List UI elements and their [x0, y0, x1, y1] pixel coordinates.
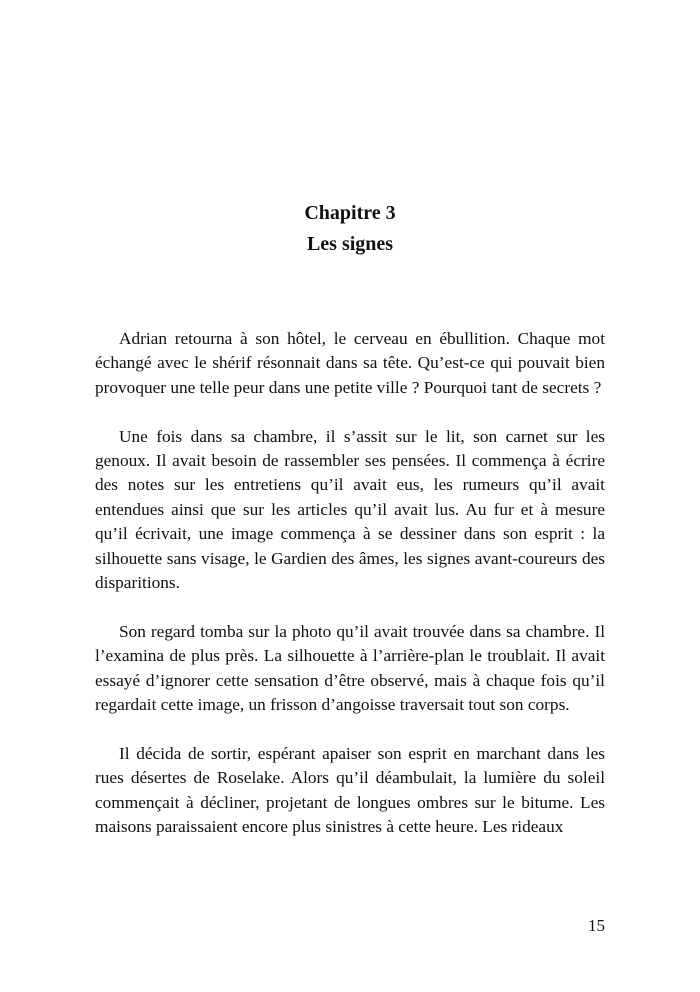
- paragraph: Adrian retourna à son hôtel, le cerveau en ébullition. Chaque mot échangé avec le shérif résonnait dans sa tête. Qu’est-ce qui pouvait bien provoquer une telle peur dans une petite ville ? Pourquoi tant de secrets ?: [95, 329, 605, 397]
- chapter-title: Les signes: [306, 233, 394, 255]
- paragraph: Son regard tomba sur la photo qu’il avait trouvée dans sa chambre. Il l’examina de plus près. La silhouette à l’arrière-plan le troublait. Il avait essayé d’ignorer cette sensation d’être observé, mais à chaque fois qu’il regardait cette image, un frisson d’angoisse traversait tout son corps.: [95, 621, 605, 715]
- chapter-body: [95, 327, 605, 864]
- chapter-heading: [0, 198, 700, 260]
- paragraph: Il décida de sortir, espérant apaiser son esprit en marchant dans les rues désertes de Roselake. Alors qu’il déambulait, la lumière du soleil commençait à décliner, projetant de longues ombres sur le bitume. Les maisons paraissaient encore plus sinistres à cette heure. Les rideaux: [95, 743, 605, 837]
- page-number: 15: [588, 916, 605, 935]
- chapter-number: Chapitre 3: [304, 202, 396, 224]
- paragraph: Une fois dans sa chambre, il s’assit sur le lit, son carnet sur les genoux. Il avait besoin de rassembler ses pensées. Il commença à écrire des notes sur les entretiens qu’il avait eus, les rumeurs qu’il avait entendues ainsi que sur les articles qu’il avait lus. Au fur et à mesure qu’il écrivait, une image commença à se dessiner dans son esprit : la silhouette sans visage, le Gardien des âmes, les signes avant-coureurs des disparitions.: [95, 426, 605, 593]
